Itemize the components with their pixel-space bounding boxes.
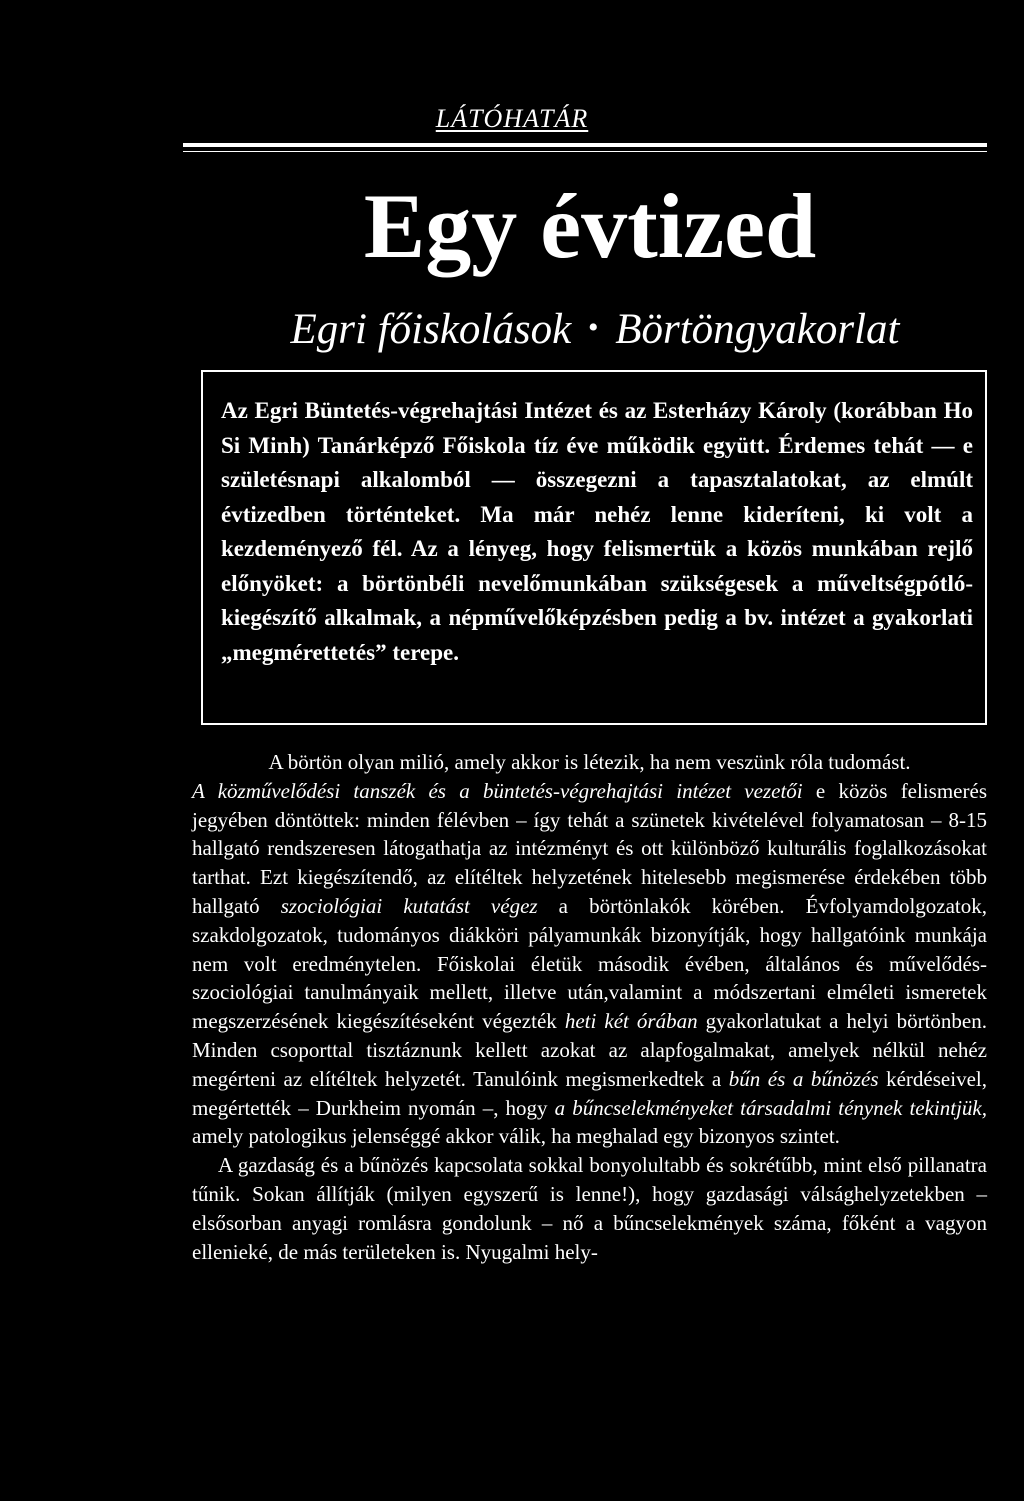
lead-box	[201, 370, 987, 725]
body-p2-text-1: e közös felismerés jegyében döntöttek: minden félévben – így tehát a szünetek kivételével folyamatosan – 8-15 hallgató rendszeresen látogathatja az intézményt és ott különböző kulturális foglalkozásokat tarthat. Ezt kiegészítendő, az elítéltek helyzetének hitelesebb megismerése érdekében több hallgató	[192, 778, 987, 918]
subtitle-right: Börtöngyakorlat	[615, 306, 900, 353]
header-rule-thick	[183, 143, 987, 147]
article-body	[192, 748, 987, 1266]
subtitle-left: Egri főiskolások	[290, 306, 572, 353]
header-rule-thin	[183, 151, 987, 152]
body-p2-italic-3: heti két órában	[564, 1009, 698, 1034]
body-p2-italic-5: a bűncselekményeket társadalmi ténynek tekintjük,	[554, 1095, 988, 1120]
body-p2-text-2: a börtönlakók körében. Évfolyamdolgozatok, szakdolgozatok, tudományos diákköri pályamunkák bizonyítják, hogy hallgatóink munkája nem volt eredménytelen. Főiskolai életük második évében, általános és művelődés-szociológiai tanulmányaik mellett, illetve után,valamint a módszertani elméleti ismeretek megszerzésének kiegészítéseként végezték	[192, 893, 988, 1034]
lead-text: Az Egri Büntetés-végrehajtási Intézet és az Esterházy Károly (korábban Ho Si Minh) Tanárképző Főiskola tíz éve működik együtt. Érdemes tehát — e születésnapi alkalomból — összegezni a tapasztalatokat, az elmúlt évtizedben történteket. Ma már nehéz lenne kideríteni, ki volt a kezdeményező fél. Az a lényeg, hogy felismertük a közös munkában rejlő előnyöket: a börtönbéli nevelőmunkában szükségesek a műveltségpótló-kiegészítő alkalmak, a népművelőképzésben pedig a bv. intézet a gyakorlati „megmérettetés” terepe.	[221, 398, 973, 665]
body-paragraph-2	[192, 777, 987, 1151]
body-paragraph-3: A gazdaság és a bűnözés kapcsolata sokkal bonyolultabb és sokrétűbb, mint első pillanatra tűnik. Sokan állítják (milyen egyszerű is lenne!), hogy gazdasági válsághelyzetekben – elsősorban anyagi romlásra gondolunk – nő a bűncselekmények száma, főként a vagyon ellenieké, de más területeken is. Nyugalmi hely-	[192, 1153, 987, 1264]
body-p2-text-5: amely patologikus jelenséggé akkor válik, ha meghalad egy bizonyos szintet.	[192, 1124, 840, 1149]
body-p2-italic-4: bűn és a bűnözés	[728, 1066, 879, 1091]
article-subtitle	[195, 300, 995, 358]
article-title: Egy évtized	[363, 175, 817, 277]
body-paragraph-1: A börtön olyan milió, amely akkor is létezik, ha nem veszünk róla tudomást.	[268, 750, 911, 774]
body-p2-text-3: gyakorlatukat a helyi börtönben. Minden csoporttal tisztáznunk kellett azokat az alapfogalmakat, amelyek nélkül nehéz megérteni az elítéltek helyzetét. Tanulóink megismerkedtek a	[192, 1009, 987, 1091]
body-p2-italic-2: szociológiai kutatást végez	[280, 893, 538, 918]
body-p2-text-4: kérdéseivel, megértették – Durkheim nyomán –, hogy	[192, 1066, 987, 1120]
body-p2-italic-1: A közművelődési tanszék és a büntetés-végrehajtási intézet vezetői	[192, 778, 803, 803]
section-label: LÁTÓHATÁR	[435, 104, 589, 133]
subtitle-bullet: •	[587, 311, 599, 344]
